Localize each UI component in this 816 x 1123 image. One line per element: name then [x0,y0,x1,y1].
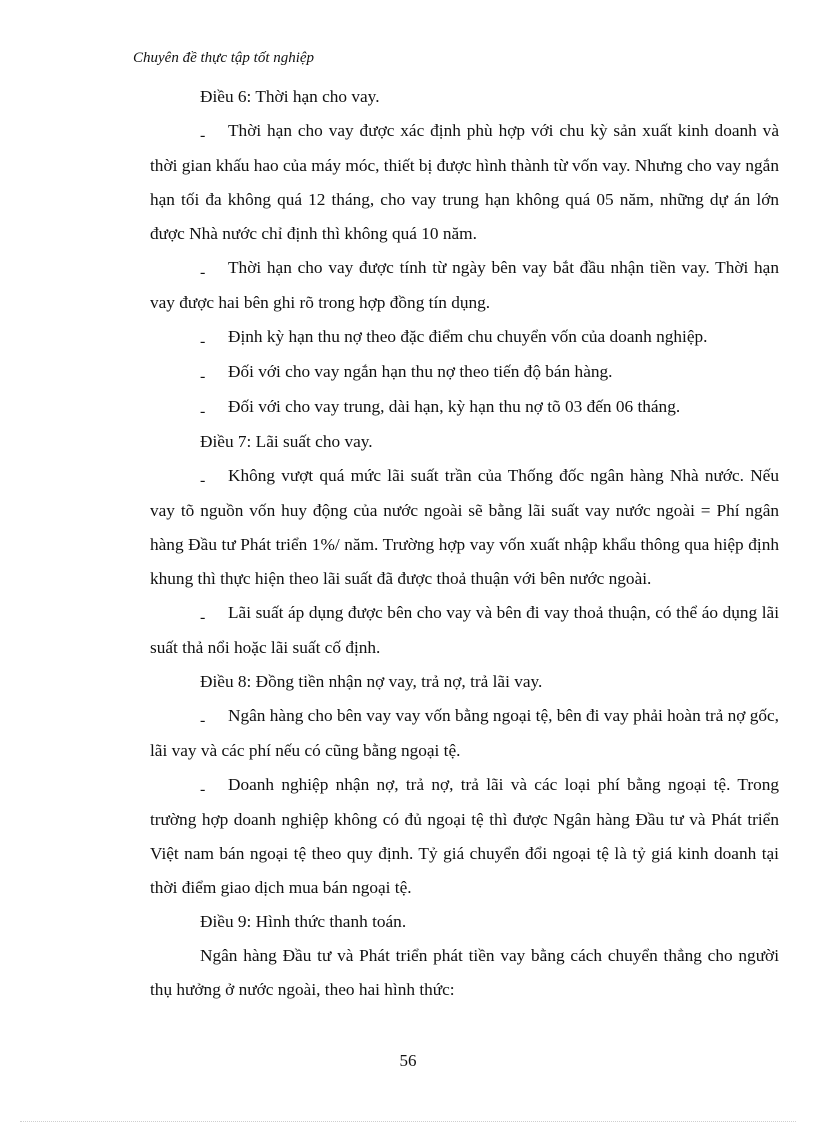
bullet-dash: - [200,609,206,626]
bullet-paragraph: - Đối với cho vay trung, dài hạn, kỳ hạn thu nợ tõ 03 đến 06 tháng. [150,390,779,425]
article-heading: Điều 7: Lãi suất cho vay. [200,432,373,451]
body-text [150,80,779,1007]
page-number: 56 [399,1051,417,1070]
article-heading: Điều 9: Hình thức thanh toán. [200,912,407,931]
running-header: Chuyên đề thực tập tốt nghiệp [133,50,315,66]
bullet-dash: - [200,472,206,489]
bullet-paragraph: - Lãi suất áp dụng được bên cho vay và bên đi vay thoả thuận, có thể áo dụng lãi suất thả nổi hoặc lãi suất cố định. [150,603,779,657]
bullet-paragraph: - Thời hạn cho vay được xác định phù hợp với chu kỳ sản xuất kinh doanh và thời gian khấu hao của máy móc, thiết bị được hình thành từ vốn vay. Nhưng cho vay ngắn hạn tối đa không quá 12 tháng, cho vay trung hạn không quá 05 năm, những dự án lớn được Nhà nước chỉ định thì không quá 10 năm. [150,121,779,243]
bullet-dash: - [200,403,206,420]
article-heading: Điều 8: Đồng tiền nhận nợ vay, trả nợ, trả lãi vay. [200,672,543,691]
bullet-paragraph: - Không vượt quá mức lãi suất trần của Thống đốc ngân hàng Nhà nước. Nếu vay tõ nguồn vốn huy động của nước ngoài sẽ bằng lãi suất vay nước ngoài = Phí ngân hàng Đầu tư Phát triển 1%/ năm. Trường hợp vay vốn xuất nhập khẩu thông qua hiệp định khung thì thực hiện theo lãi suất đã được thoả thuận với bên nước ngoài. [150,466,779,588]
bullet-paragraph: - Ngân hàng cho bên vay vay vốn bằng ngoại tệ, bên đi vay phải hoàn trả nợ gốc, lãi vay và các phí nếu có cũng bằng ngoại tệ. [150,706,779,760]
bullet-paragraph: - Doanh nghiệp nhận nợ, trả nợ, trả lãi và các loại phí bằng ngoại tệ. Trong trường hợp doanh nghiệp không có đủ ngoại tệ thì được Ngân hàng Đầu tư và Phát triển Việt nam bán ngoại tệ theo quy định. Tỷ giá chuyển đổi ngoại tệ là tỷ giá kinh doanh tại thời điểm giao dịch mua bán ngoại tệ. [150,775,779,897]
body-paragraph: Ngân hàng Đầu tư và Phát triển phát tiền vay bằng cách chuyển thẳng cho người thụ hưởng ở nước ngoài, theo hai hình thức: [150,946,779,999]
bullet-dash: - [200,127,206,144]
page-bottom-divider [20,1121,796,1122]
bullet-paragraph: - Đối với cho vay ngắn hạn thu nợ theo tiến độ bán hàng. [150,355,779,390]
bullet-dash: - [200,333,206,350]
bullet-dash: - [200,712,206,729]
article-heading: Điều 6: Thời hạn cho vay. [200,87,380,106]
bullet-dash: - [200,264,206,281]
bullet-dash: - [200,781,206,798]
bullet-dash: - [200,368,206,385]
bullet-paragraph: - Định kỳ hạn thu nợ theo đặc điểm chu chuyển vốn của doanh nghiệp. [150,320,779,355]
bullet-paragraph: - Thời hạn cho vay được tính từ ngày bên vay bắt đầu nhận tiền vay. Thời hạn vay được hai bên ghi rõ trong hợp đồng tín dụng. [150,258,779,312]
